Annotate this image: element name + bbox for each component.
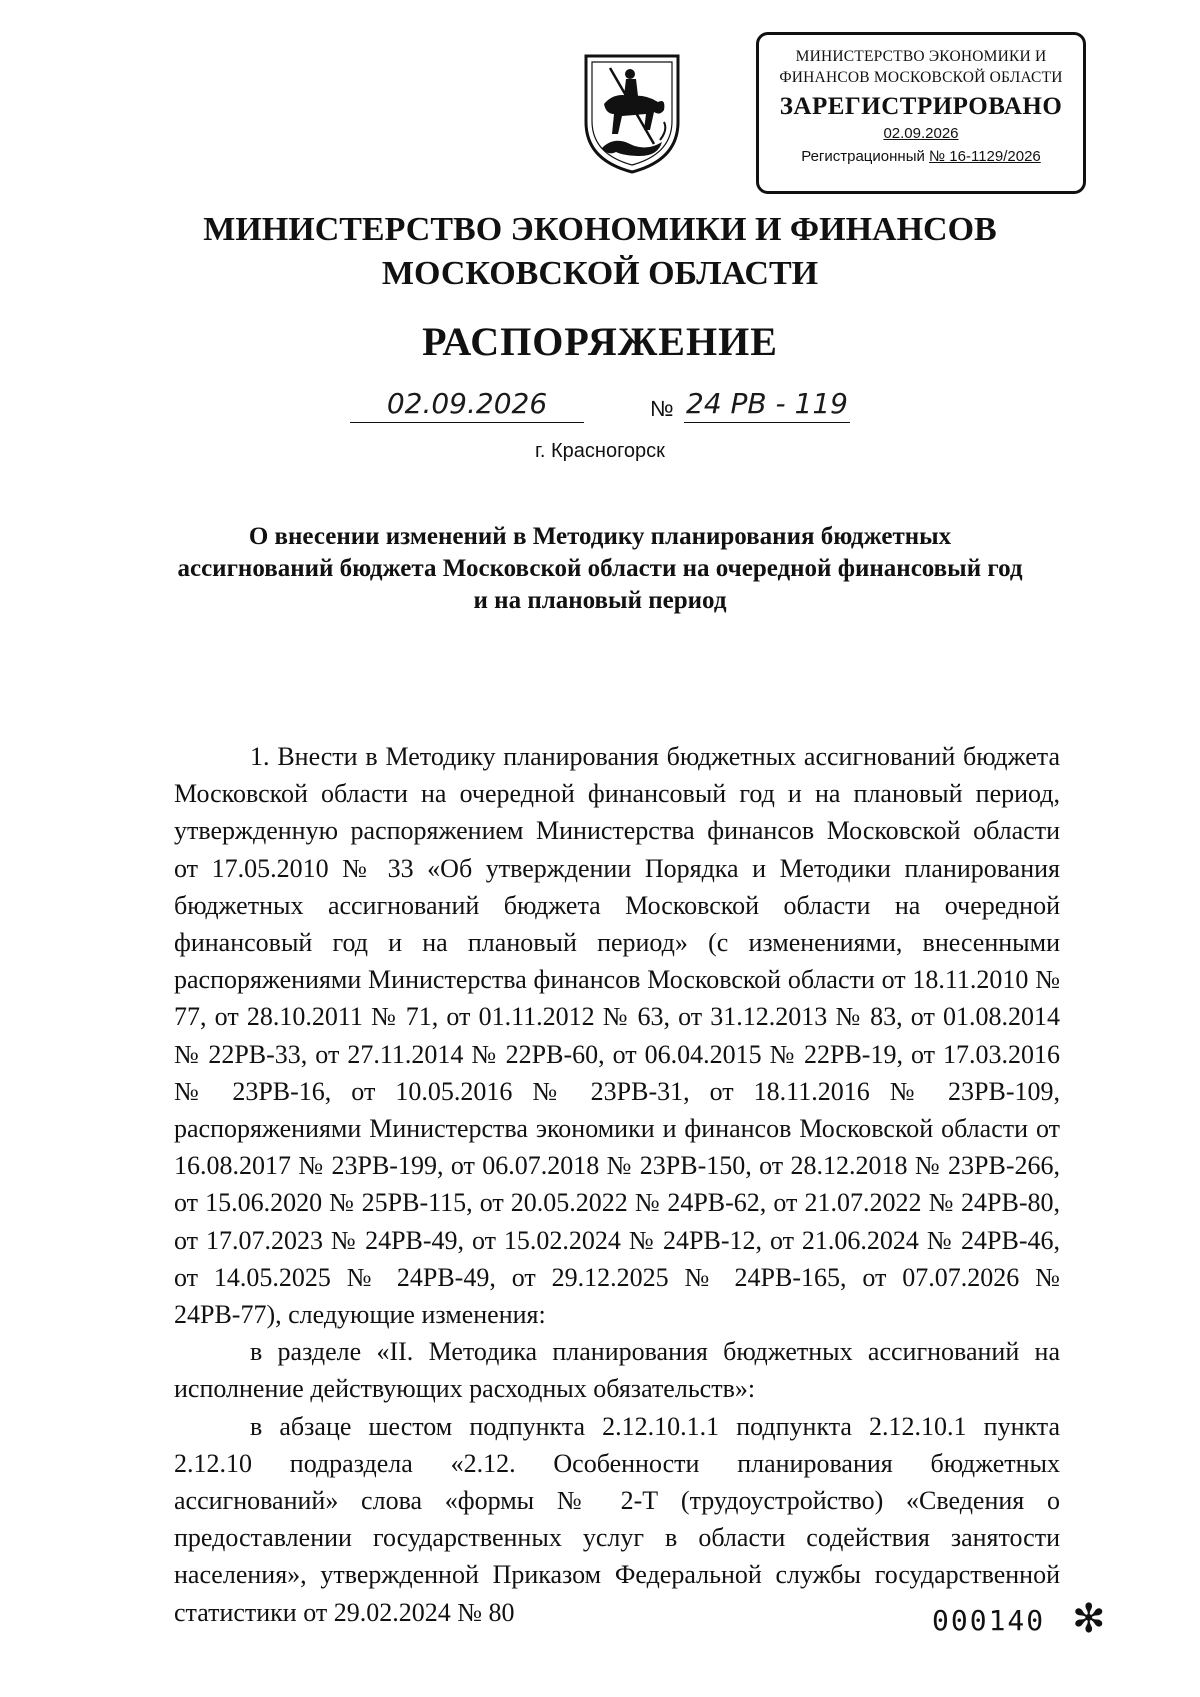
body-paragraph-1: 1. Внести в Методику планирования бюджетных ассигнований бюджета Московской области на очередной финансовый год и на плановый период, утвержденную распоряжением Министерства финансов Московской области от 17.05.2010 № 33 «Об утверждении Порядка и Методики планирования бюджетных ассигнований бюджета Московской области на очередной финансовый год и на плановый период» (с изменениями, внесенными распоряжениями Министерства финансов Московской области от 18.11.2010 № 77, от 28.10.2011 № 71, от 01.11.2012 № 63, от 31.12.2013 № 83, от 01.08.2014 № 22РВ-33, от 27.11.2014 № 22РВ-60, от 06.04.2015 № 22РВ-19, от 17.03.2016 № 23РВ-16, от 10.05.2016 № 23РВ-31, от 18.11.2016 № 23РВ-109, распоряжениями Министерства экономики и финансов Московской области от 16.08.2017 № 23РВ-199, от 06.07.2018 № 23РВ-150, от 28.12.2018 № 23РВ-266, от 15.06.2020 № 25РВ-115, от 20.05.2022 № 24РВ-62, от 21.07.2022 № 24РВ-80, от 17.07.2023 № 24РВ-49, от 15.02.2024 № 24РВ-12, от 21.06.2024 № 24РВ-46, от 14.05.2025 № 24РВ-49, от 29.12.2025 № 24РВ-165, от 07.07.2026 № 24РВ-77), следующие изменения: [174, 742, 1060, 1330]
ministry-line1: МИНИСТЕРСТВО ЭКОНОМИКИ И ФИНАНСОВ [203, 211, 997, 248]
stamp-reg-label: Регистрационный [801, 148, 925, 165]
stamp-reg [759, 148, 1083, 165]
document-subject [150, 521, 1050, 617]
registration-stamp [756, 32, 1086, 194]
document-type: РАСПОРЯЖЕНИЕ [422, 319, 778, 364]
serial-number: 000140 [932, 1604, 1046, 1637]
stamp-org-line2: ФИНАНСОВ МОСКОВСКОЙ ОБЛАСТИ [779, 69, 1063, 86]
coat-of-arms-icon [580, 52, 684, 176]
document-body [174, 738, 1060, 1631]
stamp-date: 02.09.2026 [883, 125, 959, 142]
subject-line1: О внесении изменений в Методику планирования бюджетных [248, 523, 952, 550]
body-paragraph-2: в разделе «II. Методика планирования бюджетных ассигнований на исполнение действующих расходных обязательств»: [174, 1337, 1060, 1404]
subject-line2: ассигнований бюджета Московской области на очередной финансовый год [177, 555, 1023, 582]
document-number: 24 РВ - 119 [684, 386, 850, 423]
ministry-line2: МОСКОВСКОЙ ОБЛАСТИ [381, 255, 819, 292]
ministry-name [0, 208, 1200, 296]
stamp-reg-number: № 16-1129/2026 [929, 148, 1041, 165]
body-paragraph-3: в абзаце шестом подпункта 2.12.10.1.1 подпункта 2.12.10.1 пункта 2.12.10 подраздела «2.12. Особенности планирования бюджетных ассигнований» слова «формы № 2-Т (трудоустройство) «Сведения о предоставлении государственных услуг в области содействия занятости населения», утвержденной Приказом Федеральной службы государственной статистики от 29.02.2024 № 80 [174, 1411, 1060, 1627]
number-sign: № [650, 396, 674, 421]
stamp-org-line1: МИНИСТЕРСТВО ЭКОНОМИКИ И [795, 48, 1047, 65]
city: г. Красногорск [535, 440, 665, 462]
stamp-org [759, 46, 1083, 88]
asterisk-mark: ✻ [1072, 1596, 1106, 1642]
subject-line3: и на плановый период [473, 587, 727, 614]
stamp-title: ЗАРЕГИСТРИРОВАНО [779, 93, 1063, 120]
document-date: 02.09.2026 [350, 386, 584, 423]
